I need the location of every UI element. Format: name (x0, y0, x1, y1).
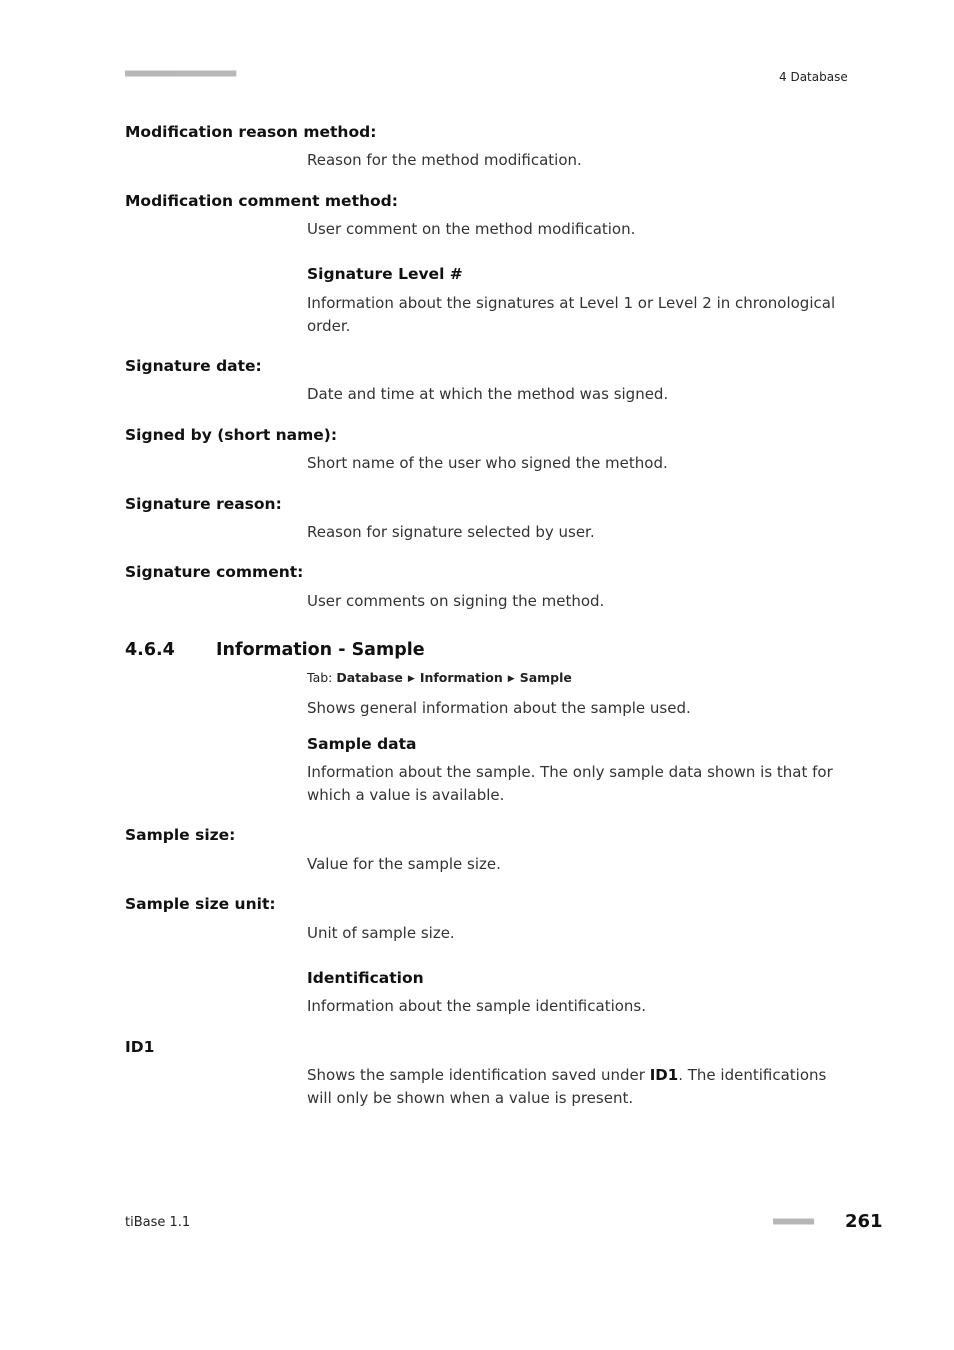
section-number: 4.6.4 (125, 640, 175, 660)
term-id1: ID1 (125, 1038, 155, 1056)
desc-signature-reason: Reason for signature selected by user. (307, 523, 595, 541)
term-signature-comment: Signature comment: (125, 563, 304, 581)
tab-prefix: Tab: (307, 670, 333, 685)
subheading-signature-level: Signature Level # (307, 265, 463, 283)
desc-id1-after: . The identifications will only be shown when a value is present. (307, 1066, 827, 1107)
desc-modification-comment: User comment on the method modification. (307, 220, 636, 238)
desc-signature-date: Date and time at which the method was signed. (307, 385, 669, 403)
footer-decoration: ■■■■■■■■ (773, 1216, 814, 1227)
term-sample-size: Sample size: (125, 826, 236, 844)
term-signature-date: Signature date: (125, 357, 262, 375)
desc-sample-size-unit: Unit of sample size. (307, 924, 455, 942)
page-number: 261 (845, 1211, 883, 1232)
term-modification-reason: Modification reason method: (125, 123, 377, 141)
desc-identification: Information about the sample identifications. (307, 997, 647, 1015)
desc-sample-size: Value for the sample size. (307, 855, 501, 873)
term-signed-by: Signed by (short name): (125, 426, 338, 444)
desc-id1 (307, 1064, 837, 1110)
arrow-right-icon: ▶ (507, 674, 515, 684)
desc-signature-comment: User comments on signing the method. (307, 592, 605, 610)
arrow-right-icon: ▶ (407, 674, 415, 684)
tab-path-sample: Sample (519, 670, 572, 685)
footer-product: tiBase 1.1 (125, 1215, 191, 1230)
tab-path (307, 670, 572, 685)
section-intro: Shows general information about the sample used. (307, 699, 691, 717)
desc-modification-reason: Reason for the method modification. (307, 151, 582, 169)
tab-path-database: Database (336, 670, 403, 685)
desc-sample-data: Information about the sample. The only sample data shown is that for which a value is available. (307, 763, 833, 804)
chapter-header: 4 Database (779, 70, 848, 84)
tab-path-information: Information (419, 670, 503, 685)
header-decoration: ■■■■■■■■■■■■■■■■■■■■■■ (125, 68, 236, 79)
section-title: Information - Sample (216, 640, 425, 660)
subheading-identification: Identification (307, 969, 424, 987)
term-sample-size-unit: Sample size unit: (125, 895, 276, 913)
desc-signature-level: Information about the signatures at Level 1 or Level 2 in chronological order. (307, 294, 836, 335)
term-modification-comment: Modification comment method: (125, 192, 398, 210)
desc-signed-by: Short name of the user who signed the method. (307, 454, 668, 472)
subheading-sample-data: Sample data (307, 735, 417, 753)
term-signature-reason: Signature reason: (125, 495, 282, 513)
desc-id1-before: Shows the sample identification saved under (307, 1066, 650, 1084)
desc-id1-bold: ID1 (649, 1066, 679, 1084)
